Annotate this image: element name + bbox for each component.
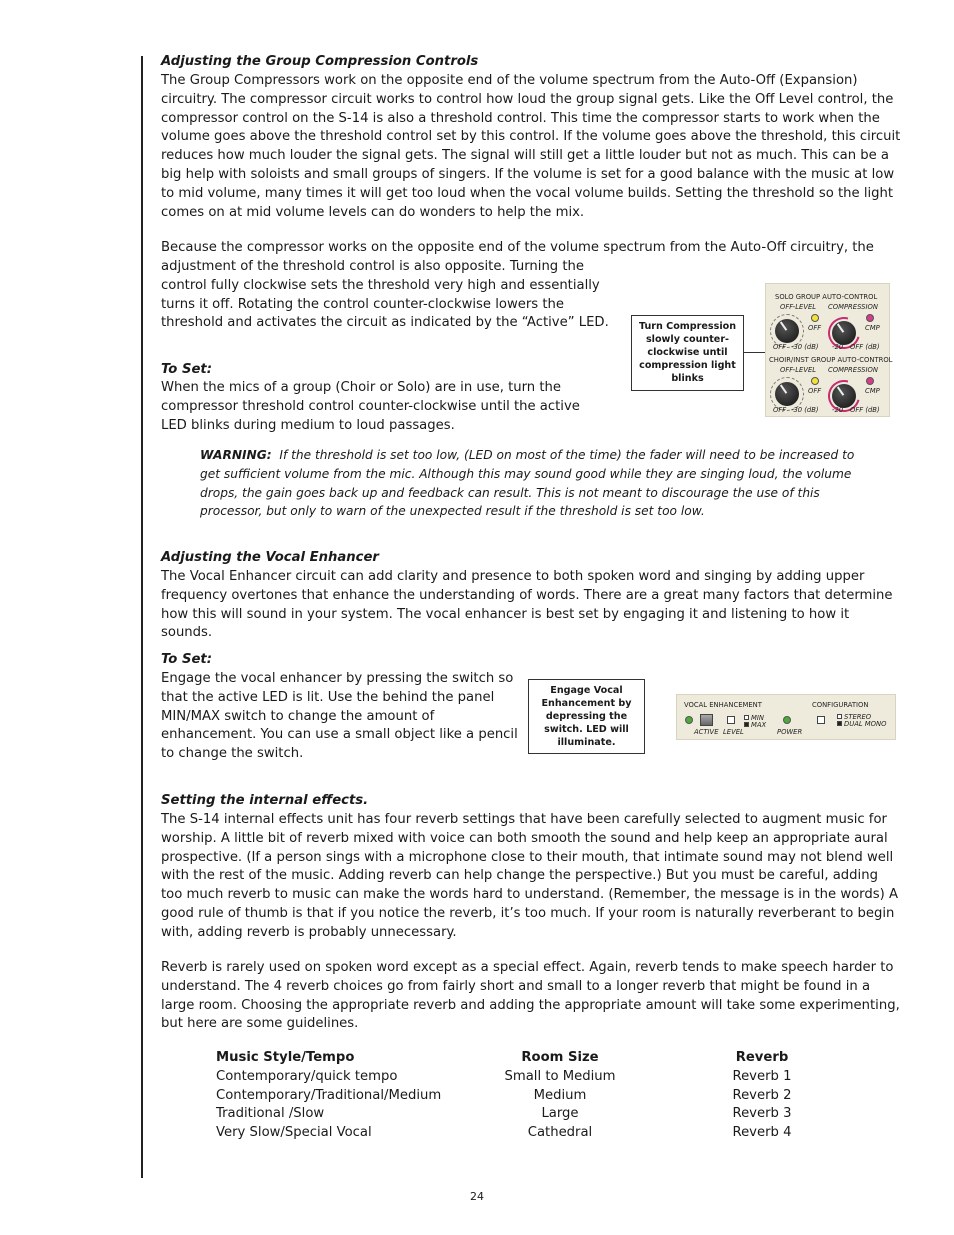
effects-paragraph-2: Reverb is rarely used on spoken word except as a special effect. Again, reverb tends to make speech harder to understand. The 4 reverb choices go from fairly short and small to a longer reverb that might be found in a large room. Choosing the appropriate reverb and adding the appropriate amount will take some experimenting, but here are some guidelines. (161, 960, 900, 1032)
enhancer-toset-text: Engage the vocal enhancer by pressing the switch so that the active LED is lit. Use the behind the panel MIN/MAX switch to change the amount of enhancement. You can use a small object like a pencil to change the switch. (161, 671, 518, 762)
max-label: MAX (751, 721, 767, 729)
choir-off-level-label: OFF-LEVEL (780, 366, 817, 374)
compression-panel (765, 283, 893, 417)
solo-compression-knob[interactable] (832, 321, 856, 345)
solo-offlevel-knob[interactable] (775, 319, 799, 343)
level-switch[interactable] (727, 716, 735, 724)
page-number: 24 (470, 1190, 484, 1203)
solo-active-led (811, 314, 819, 322)
compression-paragraph-2-line1: Because the compressor works on the opposite end of the volume spectrum from the Auto-Off circuitry, the (161, 240, 874, 255)
stereo-label: STEREO (844, 713, 872, 721)
cell-style: Contemporary/quick tempo (216, 1068, 398, 1084)
solo-compression-label: COMPRESSION (828, 303, 878, 311)
reverb-guideline-table (212, 1049, 892, 1143)
choir-scale-off: OFF (773, 406, 787, 414)
table-row (212, 1124, 892, 1143)
cell-style: Contemporary/Traditional/Medium (216, 1087, 442, 1103)
solo-off-level-label: OFF-LEVEL (780, 303, 817, 311)
choir-compression-label: COMPRESSION (828, 366, 878, 374)
cell-reverb: Reverb 4 (732, 1125, 792, 1141)
compression-toset-heading: To Set: (161, 362, 212, 377)
compression-callout: Turn Compression slowly counter-clockwise until compression light blinks (631, 315, 744, 391)
max-indicator (744, 722, 749, 727)
power-label: POWER (777, 728, 803, 736)
compression-paragraph-1: The Group Compressors work on the opposite end of the volume spectrum from the Auto-Off (Expansion) circuitry. The compressor circuit works to control how loud the group signal gets. Like the Off Level control, the compressor control on the S-14 is also a threshold control. This time the compressor starts to work when the volume goes above the threshold control set by this control. If the volume goes above the threshold, this circuit reduces how much louder the signal gets. The signal will still get a little louder but not as much. This can be a big help with soloists and small groups of singers. If the volume is set for a good balance with the music at low to mid volume, many times it will get too loud when the vocal volume builds. Setting the threshold so the light comes on at mid volume levels can do wonders to help the mix. (161, 73, 901, 220)
stereo-indicator (837, 714, 842, 719)
table-row (212, 1068, 892, 1087)
choir-offlevel-knob[interactable] (775, 382, 799, 406)
solo-scale-off-db: OFF (dB) (850, 343, 880, 351)
table-row (212, 1087, 892, 1106)
active-label: ACTIVE (694, 728, 719, 736)
cell-reverb: Reverb 3 (732, 1106, 792, 1122)
choir-active-led (811, 377, 819, 385)
enhancer-toset-heading: To Set: (161, 652, 212, 667)
choir-compression-led (866, 377, 874, 385)
solo-scale-minus20: -20 (832, 343, 844, 351)
compression-heading: Adjusting the Group Compression Controls (161, 54, 479, 69)
table-header-row (212, 1049, 892, 1068)
warning-note (200, 446, 870, 521)
min-indicator (744, 715, 749, 720)
power-led (783, 716, 791, 724)
cell-room: Cathedral (527, 1125, 593, 1141)
solo-cmp-label: CMP (865, 324, 880, 332)
cell-room: Medium (533, 1087, 587, 1103)
effects-paragraph-1: The S-14 internal effects unit has four reverb settings that have been carefully selected to augment music for worship. A little bit of reverb mixed with voice can both smooth the sound and help keep an appropriate aural prospective. (If a person sings with a microphone close to their mouth, that intimate sound may not blend well with the rest of the music. Adding reverb can help change the perspective.) But you must be careful, adding too much reverb to music can make the words hard to understand. (Remember, the message is in the words) A good rule of thumb is that if you notice the reverb, it’s too much. If your room is naturally reverberant to begin with, adding reverb is probably unnecessary. (161, 812, 898, 940)
enhancer-paragraph-1: The Vocal Enhancer circuit can add clarity and presence to both spoken word and singing by adding upper frequency overtones that enhance the understanding of words. There are a great many factors that determine how this will sound in your system. The vocal enhancer is best set by engaging it and listening to how it sounds. (161, 569, 893, 641)
cell-room: Large (541, 1106, 579, 1122)
effects-heading: Setting the internal effects. (161, 793, 369, 808)
header-room-size: Room Size (521, 1050, 599, 1065)
choir-compression-knob[interactable] (832, 384, 856, 408)
warning-label: WARNING: (200, 448, 272, 462)
margin-rule (141, 56, 143, 1178)
solo-group-title: SOLO GROUP AUTO-CONTROL (775, 293, 878, 301)
configuration-label: CONFIGURATION (812, 701, 869, 709)
choir-cmp-label: CMP (865, 387, 880, 395)
enhancer-callout: Engage Vocal Enhancement by depressing the switch. LED will illuminate. (528, 679, 645, 754)
choir-off-label: OFF (808, 387, 822, 395)
dual-mono-indicator (837, 721, 842, 726)
dual-mono-label: DUAL MONO (844, 720, 887, 728)
enhancer-panel (676, 694, 896, 740)
level-label: LEVEL (723, 728, 744, 736)
enhancer-heading: Adjusting the Vocal Enhancer (161, 550, 379, 565)
choir-scale-minus20: -20 (832, 406, 844, 414)
choir-scale-minus30: -30 (dB) (791, 406, 819, 414)
table-row (212, 1105, 892, 1124)
choir-group-title: CHOIR/INST GROUP AUTO-CONTROL (769, 356, 893, 364)
configuration-switch[interactable] (817, 716, 825, 724)
solo-scale-minus30: -30 (dB) (791, 343, 819, 351)
cell-reverb: Reverb 1 (732, 1068, 792, 1084)
cell-room: Small to Medium (504, 1068, 616, 1084)
solo-off-label: OFF (808, 324, 822, 332)
header-music-style: Music Style/Tempo (216, 1050, 355, 1065)
choir-scale-off-db: OFF (dB) (850, 406, 880, 414)
cell-style: Traditional /Slow (216, 1106, 325, 1122)
vocal-enhancement-label: VOCAL ENHANCEMENT (684, 701, 762, 709)
enhancer-active-led (685, 716, 693, 724)
warning-text: If the threshold is set too low, (LED on most of the time) the fader will need to be increased to get sufficient volume from the mic. Although this may sound good while they are singing loud, the volume drops, the gain goes back up and feedback can result. This is not meant to discourage the use of this processor, but only to warn of the unexpected result if the threshold is set too low. (200, 448, 855, 519)
enhancer-switch[interactable] (700, 714, 713, 726)
compression-paragraph-2: adjustment of the threshold control is also opposite. Turning the control fully clockwise sets the threshold very high and essentially turns it off. Rotating the control counter-clockwise lowers the threshold and activates the circuit as indicated by the “Active” LED. (161, 259, 609, 331)
solo-scale-off: OFF (773, 343, 787, 351)
cell-style: Very Slow/Special Vocal (216, 1125, 372, 1141)
solo-compression-led (866, 314, 874, 322)
min-label: MIN (751, 714, 764, 722)
header-reverb: Reverb (735, 1050, 789, 1065)
compression-toset-text: When the mics of a group (Choir or Solo) are in use, turn the compressor threshold control counter-clockwise until the active LED blinks during medium to loud passages. (161, 380, 580, 433)
cell-reverb: Reverb 2 (732, 1087, 792, 1103)
